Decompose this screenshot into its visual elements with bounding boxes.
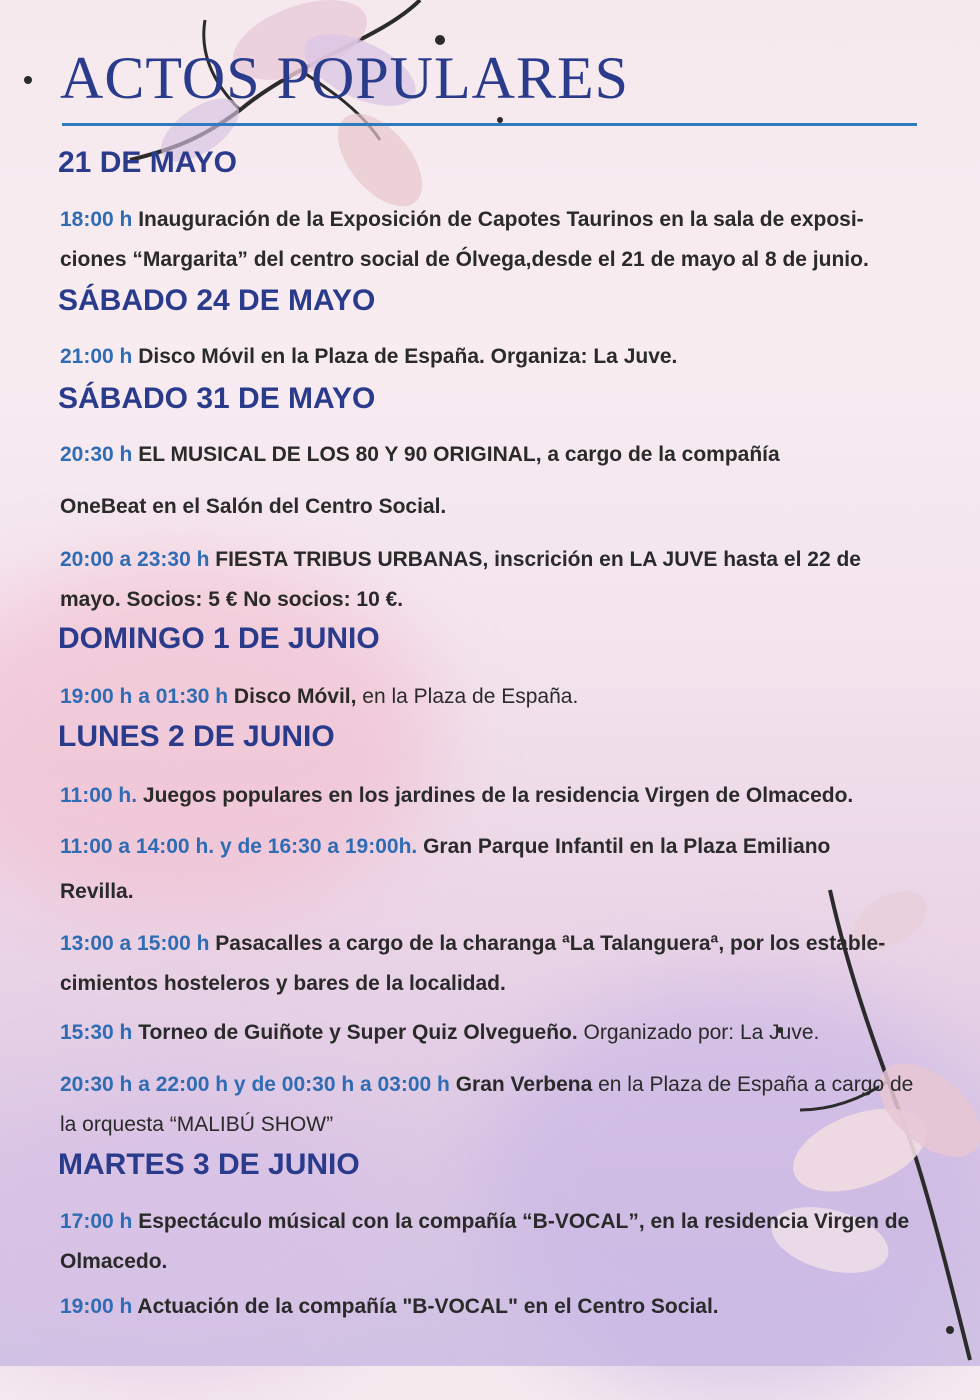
event-entry [60,487,920,527]
event-text: Espectáculo músical con la compañía “B-VOCAL”, en la residencia Virgen de Olmacedo. [60,1210,910,1273]
event-entry [60,677,920,717]
event-time: 19:00 h [60,1295,133,1318]
event-text: FIESTA TRIBUS URBANAS, inscrición en LA JUVE hasta el 22 de mayo. Socios: 5 € No socios: 10 €. [60,548,861,611]
event-time: 19:00 h a 01:30 h [60,685,229,708]
event-time: 18:00 h [60,208,133,231]
event-entry [60,540,920,620]
event-time: 20:00 a 23:30 h [60,548,210,571]
event-entry [60,200,920,280]
event-text: Torneo de Guiñote y Super Quiz Olvegueño. [132,1021,578,1044]
event-text: Gran Parque Infantil en la Plaza Emiliano [417,835,831,858]
day-heading-3-junio: MARTES 3 DE JUNIO [58,1148,360,1181]
event-entry [60,776,920,816]
event-text: Revilla. [60,880,134,903]
event-text-regular: Organizado por: La Juve. [577,1021,820,1044]
event-time: 11:00 h. [60,784,138,807]
event-time: 20:30 h [60,443,133,466]
event-time: 21:00 h [60,345,133,368]
day-heading-1-junio: DOMINGO 1 DE JUNIO [58,622,380,655]
day-heading-2-junio: LUNES 2 DE JUNIO [58,720,335,753]
event-entry [60,1013,920,1053]
event-text: OneBeat en el Salón del Centro Social. [60,495,447,518]
event-entry [60,924,920,1004]
day-heading-21-mayo: 21 DE MAYO [58,146,237,179]
event-text: Inauguración de la Exposición de Capotes Taurinos en la sala de exposi-ciones “Margarita” del centro social de Ólvega,desde el 21 de mayo al 8 de junio. [60,208,869,271]
event-text-regular: en la Plaza de España a cargo de la orquesta “MALIBÚ SHOW” [60,1073,914,1136]
day-heading-24-mayo: SÁBADO 24 DE MAYO [58,284,376,317]
event-text: Disco Móvil en la Plaza de España. Organiza: La Juve. [132,345,678,368]
event-text: Juegos populares en los jardines de la residencia Virgen de Olmacedo. [137,784,854,807]
event-text: Actuación de la compañía "B-VOCAL" en el Centro Social. [132,1295,719,1318]
event-time: 20:30 h a 22:00 h y de 00:30 h a 03:00 h [60,1073,450,1096]
title-divider [62,123,917,126]
event-time: 13:00 a 15:00 h [60,932,210,955]
event-time: 11:00 a 14:00 h. y de 16:30 a 19:00h. [60,835,418,858]
event-text-regular: en la Plaza de España. [356,685,579,708]
day-heading-31-mayo: SÁBADO 31 DE MAYO [58,382,376,415]
event-entry [60,435,920,475]
event-time: 15:30 h [60,1021,133,1044]
event-entry [60,1287,920,1327]
event-time: 17:00 h [60,1210,133,1233]
event-entry [60,1202,920,1282]
event-text: Pasacalles a cargo de la charanga ªLa Talangueraª, por los estable-cimientos hosteleros y bares de la localidad. [60,932,886,995]
page-title: ACTOS POPULARES [60,45,630,111]
event-text: Gran Verbena [449,1073,593,1096]
event-entry [60,827,920,867]
event-entry [60,1065,920,1145]
event-text: EL MUSICAL DE LOS 80 Y 90 ORIGINAL, a cargo de la compañía [132,443,780,466]
event-entry [60,872,920,912]
event-text: Disco Móvil, [228,685,357,708]
event-entry [60,337,920,377]
